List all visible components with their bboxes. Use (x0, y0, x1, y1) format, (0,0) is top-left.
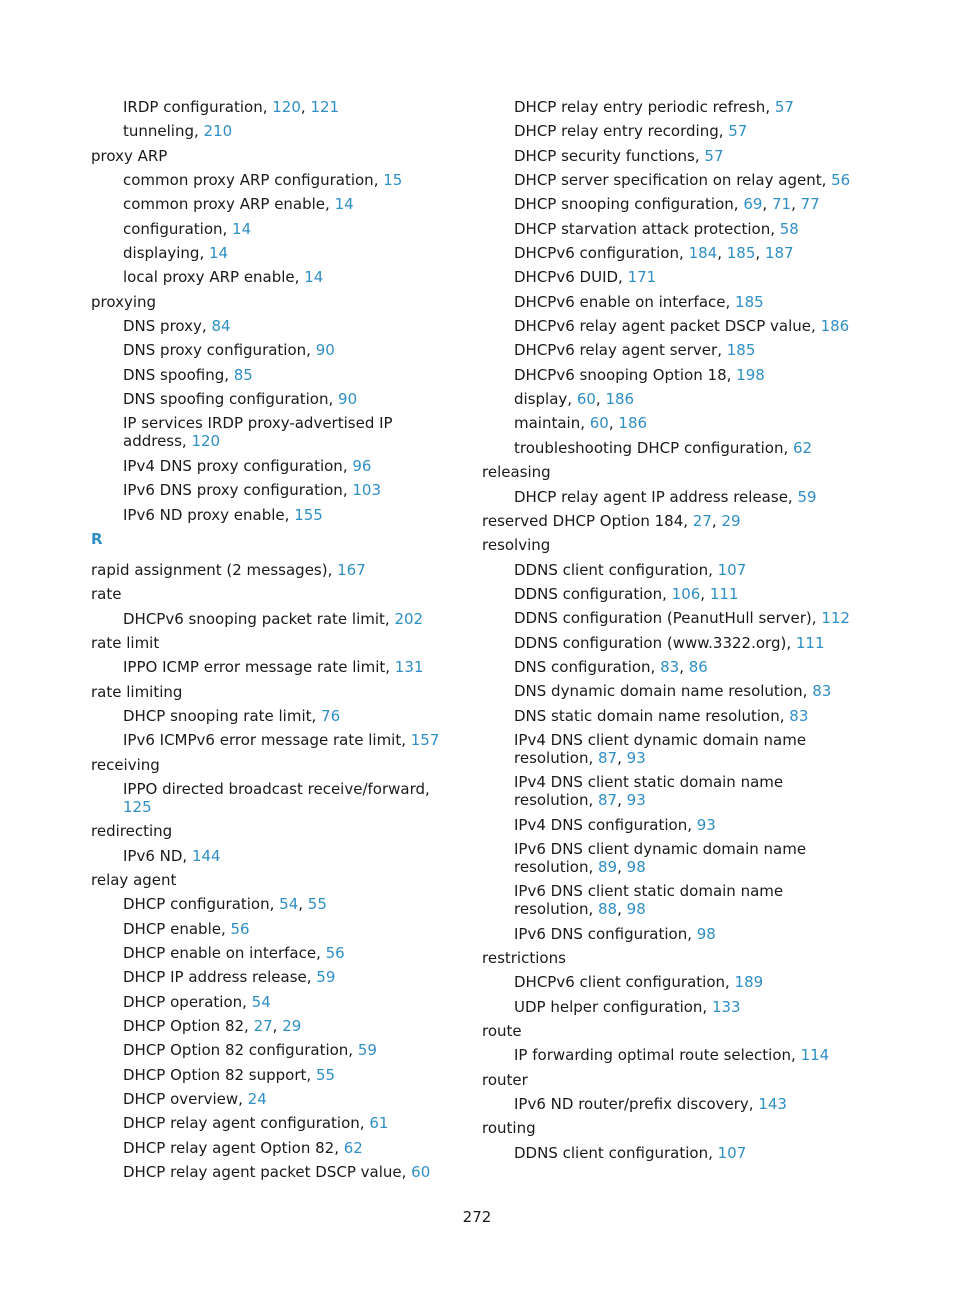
page-link[interactable]: 62 (343, 1138, 363, 1157)
page-link[interactable]: 144 (191, 846, 221, 865)
entry-label: DHCPv6 DUID, (514, 268, 628, 287)
index-column-left (91, 98, 461, 1187)
entry-label: proxying (91, 292, 157, 311)
index-subentry-configuration (91, 220, 461, 238)
entry-label: IPv4 DNS client static domain name resolution, (514, 773, 784, 810)
index-subentry-ddns-client-configuration (482, 561, 862, 579)
entry-label: display, (514, 390, 577, 409)
index-subentry-ipv4-dns-client-static-domain-name-resolution (482, 773, 862, 809)
index-subentry-ippo-directed-broadcast-receive-forward (91, 780, 461, 816)
page-link[interactable]: 61 (369, 1114, 389, 1133)
index-subentry-ddns-configuration-www-3322-org (482, 634, 862, 652)
index-subentry-dhcpv6-client-configuration (482, 973, 862, 991)
page-link[interactable]: 120 (272, 98, 301, 116)
entry-label: DNS spoofing configuration, (123, 390, 339, 409)
page-link[interactable]: 58 (779, 219, 799, 238)
page-link[interactable]: 114 (800, 1046, 830, 1065)
entry-label: DHCP enable, (123, 919, 231, 938)
page-link[interactable]: 59 (357, 1041, 377, 1060)
page-link[interactable]: 93 (626, 791, 646, 810)
entry-label: receiving (91, 755, 160, 774)
index-subentry-tunneling (91, 122, 461, 140)
index-column-right (482, 98, 862, 1168)
page-link[interactable]: 143 (758, 1095, 787, 1114)
entry-label: DDNS configuration (www.3322.org), (514, 633, 796, 652)
page-link[interactable]: 14 (334, 195, 354, 214)
page-link[interactable]: 14 (232, 219, 252, 238)
index-entry-redirecting (91, 822, 461, 840)
page-link[interactable]: 189 (734, 973, 764, 992)
entry-label: DHCP relay agent IP address release, (514, 487, 798, 506)
entry-label: DNS proxy, (123, 317, 212, 336)
entry-label: configuration, (123, 219, 233, 238)
index-subentry-dhcp-option-82-support (91, 1066, 461, 1084)
page-link[interactable]: 121 (310, 98, 340, 116)
index-entry-rate (91, 585, 461, 603)
entry-label: DNS configuration, (514, 657, 661, 676)
entry-label: DHCP relay agent configuration, (123, 1114, 370, 1133)
page-link[interactable]: 56 (325, 944, 345, 962)
index-entry-rate-limit (91, 634, 461, 652)
index-subentry-ip-forwarding-optimal-route-selection (482, 1046, 862, 1064)
index-subentry-ipv6-nd-router-prefix-discovery (482, 1095, 862, 1113)
entry-label: IRDP configuration, (123, 98, 273, 116)
page-link[interactable]: 120 (191, 432, 221, 451)
entry-label: DHCP snooping rate limit, (123, 706, 322, 725)
index-entry-releasing (482, 463, 862, 481)
page-separator: , (617, 748, 627, 767)
index-entry-resolving (482, 536, 862, 554)
entry-label: route (482, 1022, 522, 1041)
index-subentry-dns-proxy-configuration (91, 341, 461, 359)
entry-label: rate (91, 585, 122, 604)
entry-label: DDNS configuration (PeanutHull server), (514, 609, 822, 628)
page-link[interactable]: 93 (696, 815, 716, 834)
page-separator: , (298, 895, 308, 914)
index-subentry-ipv6-icmpv6-error-message-rate-limit (91, 731, 461, 749)
entry-label: DHCP snooping configuration, (514, 195, 744, 214)
entry-label: rate limit (91, 633, 160, 652)
index-entry-relay-agent (91, 871, 461, 889)
entry-label: UDP helper configuration, (514, 997, 712, 1016)
index-subentry-common-proxy-arp-configuration (91, 171, 461, 189)
entry-label: DHCP configuration, (123, 895, 280, 914)
entry-label: DHCP enable on interface, (123, 944, 326, 962)
index-subentry-dhcp-relay-agent-ip-address-release (482, 488, 862, 506)
entry-label: IPv6 ND proxy enable, (123, 505, 295, 524)
entry-label: DHCP relay agent Option 82, (123, 1138, 344, 1157)
page-separator: , (608, 414, 619, 433)
page-link[interactable]: 187 (764, 244, 794, 263)
index-subentry-local-proxy-arp-enable (91, 268, 461, 286)
entry-label: displaying, (123, 244, 209, 263)
entry-label: tunneling, (123, 122, 204, 141)
page-link[interactable]: 112 (821, 609, 850, 628)
page-link[interactable]: 88 (598, 900, 618, 919)
page-link[interactable]: 55 (315, 1065, 336, 1084)
index-subentry-ippo-icmp-error-message-rate-limit (91, 658, 461, 676)
page-link[interactable]: 14 (304, 268, 324, 287)
page-link[interactable]: 86 (688, 657, 708, 676)
entry-label: IPPO directed broadcast receive/forward, (123, 779, 430, 798)
entry-label: IP forwarding optimal route selection, (514, 1046, 801, 1065)
index-entry-routing (482, 1119, 862, 1137)
page-link[interactable]: 87 (598, 791, 618, 810)
index-subentry-dns-configuration (482, 658, 862, 676)
entry-label: IPv6 DNS client static domain name resolution, (514, 882, 784, 919)
index-subentry-dhcp-snooping-configuration (482, 195, 862, 213)
index-subentry-dns-spoofing (91, 366, 461, 384)
page-link[interactable]: 85 (233, 365, 253, 384)
page-separator: , (700, 584, 710, 603)
index-subentry-dhcpv6-snooping-packet-rate-limit (91, 610, 461, 628)
index-subentry-ipv6-dns-client-static-domain-name-resolution (482, 882, 862, 918)
index-entry-proxying (91, 293, 461, 311)
index-subentry-troubleshooting-dhcp-configuration (482, 439, 862, 457)
page-separator: , (617, 791, 627, 810)
page-link[interactable]: 56 (831, 171, 851, 190)
index-entry-rate-limiting (91, 683, 461, 701)
page-link[interactable]: 83 (789, 706, 809, 725)
page-link[interactable]: 27 (692, 511, 712, 530)
page-link[interactable]: 133 (711, 997, 741, 1016)
entry-label: local proxy ARP enable, (123, 268, 305, 287)
page-separator: , (717, 244, 727, 263)
page-separator: , (791, 195, 801, 214)
index-subentry-dhcpv6-configuration (482, 244, 862, 262)
page-link[interactable]: 60 (589, 414, 609, 433)
page-link[interactable]: 157 (410, 731, 440, 750)
index-subentry-dhcp-enable (91, 920, 461, 938)
page-separator: , (617, 900, 627, 919)
page-link[interactable]: 98 (696, 924, 716, 943)
page-link[interactable]: 62 (793, 438, 813, 457)
page-link[interactable]: 98 (626, 857, 646, 876)
index-subentry-dhcpv6-relay-agent-server (482, 341, 862, 359)
index-subentry-dhcpv6-duid (482, 268, 862, 286)
entry-label: IPv6 DNS proxy configuration, (123, 481, 353, 500)
page-link[interactable]: 56 (230, 919, 250, 938)
index-subentry-ipv6-nd (91, 847, 461, 865)
entry-label: DHCP relay agent packet DSCP value, (123, 1163, 412, 1182)
page-link[interactable]: 111 (795, 633, 825, 652)
entry-label: DNS spoofing, (123, 365, 234, 384)
page-link[interactable]: 77 (800, 195, 820, 214)
entry-label: DHCP overview, (123, 1090, 248, 1109)
index-entry-reserved-dhcp-option-184 (482, 512, 862, 530)
index-subentry-dhcp-starvation-attack-protection (482, 220, 862, 238)
index-subentry-dhcp-relay-entry-periodic-refresh (482, 98, 862, 116)
page-link[interactable]: 107 (717, 560, 747, 579)
page-link[interactable]: 83 (812, 682, 832, 701)
page-link[interactable]: 131 (394, 658, 424, 677)
index-subentry-dns-static-domain-name-resolution (482, 707, 862, 725)
entry-label: DHCPv6 snooping Option 18, (514, 365, 737, 384)
index-subentry-ddns-configuration-peanuthull-server (482, 609, 862, 627)
index-subentry-dhcp-snooping-rate-limit (91, 707, 461, 725)
index-subentry-display (482, 390, 862, 408)
entry-label: DHCPv6 configuration, (514, 244, 689, 263)
index-subentry-displaying (91, 244, 461, 262)
entry-label: redirecting (91, 822, 173, 841)
page-separator: , (300, 98, 311, 116)
index-subentry-dhcpv6-snooping-option-18 (482, 366, 862, 384)
entry-label: DNS static domain name resolution, (514, 706, 790, 725)
page-link[interactable]: 83 (660, 657, 680, 676)
page-link[interactable]: 167 (337, 560, 366, 579)
index-subentry-dhcp-configuration (91, 895, 461, 913)
index-subentry-ipv6-dns-client-dynamic-domain-name-resolution (482, 840, 862, 876)
entry-label: DHCPv6 snooping packet rate limit, (123, 609, 395, 628)
entry-label: IPv6 ND router/prefix discovery, (514, 1095, 759, 1114)
entry-label: proxy ARP (91, 146, 168, 165)
entry-label: DHCP Option 82 configuration, (123, 1041, 358, 1060)
page-link[interactable]: 107 (717, 1143, 747, 1162)
entry-label: DHCP security functions, (514, 146, 705, 165)
page-number: 272 (462, 1208, 492, 1226)
page-link[interactable]: 89 (598, 857, 618, 876)
entry-label: DNS proxy configuration, (123, 341, 316, 360)
page-link[interactable]: 87 (598, 748, 618, 767)
page-link[interactable]: 57 (774, 98, 794, 116)
entry-label: DHCP operation, (123, 992, 252, 1011)
page-link[interactable]: 93 (626, 748, 646, 767)
index-subentry-common-proxy-arp-enable (91, 195, 461, 213)
page-link[interactable]: 106 (671, 584, 701, 603)
entry-label: reserved DHCP Option 184, (482, 511, 693, 530)
section-letter-r: R (91, 529, 103, 548)
entry-label: releasing (482, 463, 551, 482)
page-link[interactable]: 198 (736, 365, 765, 384)
entry-label: DHCP relay entry recording, (514, 122, 729, 141)
page-link[interactable]: 54 (251, 992, 271, 1011)
entry-label: DHCP relay entry periodic refresh, (514, 98, 775, 116)
page-separator: , (711, 511, 722, 530)
entry-label: DHCP IP address release, (123, 968, 317, 987)
entry-label: IP services IRDP proxy-advertised IP address, (123, 414, 393, 451)
entry-label: DHCPv6 relay agent packet DSCP value, (514, 317, 821, 336)
index-subentry-dhcp-option-82-configuration (91, 1041, 461, 1059)
page-link[interactable]: 60 (411, 1163, 431, 1182)
index-subentry-ipv4-dns-client-dynamic-domain-name-resolution (482, 731, 862, 767)
page-separator: , (595, 390, 606, 409)
entry-label: rapid assignment (2 messages), (91, 560, 338, 579)
entry-label: common proxy ARP enable, (123, 195, 335, 214)
page-link[interactable]: 186 (820, 317, 850, 336)
page-link[interactable]: 185 (726, 341, 756, 360)
page-link[interactable]: 171 (627, 268, 657, 287)
entry-label: IPPO ICMP error message rate limit, (123, 658, 395, 677)
page-link[interactable]: 69 (743, 195, 763, 214)
index-subentry-ip-services-irdp-proxy-advertised-ip-address (91, 414, 461, 450)
entry-label: DNS dynamic domain name resolution, (514, 682, 813, 701)
entry-label: IPv4 DNS client dynamic domain name resolution, (514, 730, 807, 767)
index-subentry-ddns-configuration (482, 585, 862, 603)
entry-label: rate limiting (91, 682, 183, 701)
index-subentry-dhcp-relay-agent-configuration (91, 1114, 461, 1132)
page-link[interactable]: 96 (352, 456, 372, 475)
entry-label: IPv6 ICMPv6 error message rate limit, (123, 731, 411, 750)
page-link[interactable]: 71 (771, 195, 792, 214)
index-entry-proxy-arp (91, 147, 461, 165)
index-subentry-dhcp-relay-agent-packet-dscp-value (91, 1163, 461, 1181)
index-subentry-ipv6-dns-configuration (482, 925, 862, 943)
page-link[interactable]: 76 (321, 706, 341, 725)
index-entry-restrictions (482, 949, 862, 967)
index-subentry-dhcp-relay-agent-option-82 (91, 1139, 461, 1157)
index-subentry-dhcp-operation (91, 993, 461, 1011)
entry-label: DHCPv6 client configuration, (514, 973, 735, 992)
entry-label: resolving (482, 536, 551, 555)
page-separator: , (679, 657, 689, 676)
page-separator: , (272, 1017, 283, 1036)
index-subentry-udp-helper-configuration (482, 998, 862, 1016)
entry-label: DHCP Option 82 support, (123, 1065, 316, 1084)
page-link[interactable]: 125 (123, 797, 152, 816)
index-subentry-dhcp-overview (91, 1090, 461, 1108)
page-link[interactable]: 55 (307, 895, 327, 914)
page-link[interactable]: 84 (211, 317, 231, 336)
index-subentry-dns-dynamic-domain-name-resolution (482, 682, 862, 700)
entry-label: troubleshooting DHCP configuration, (514, 438, 793, 457)
page-link[interactable]: 90 (338, 390, 358, 409)
page-link[interactable]: 27 (253, 1017, 273, 1036)
page-link[interactable]: 185 (726, 244, 756, 263)
index-subentry-dhcp-security-functions (482, 147, 862, 165)
index-entry-route (482, 1022, 862, 1040)
entry-label: DHCP starvation attack protection, (514, 219, 780, 238)
entry-label: DHCPv6 enable on interface, (514, 292, 736, 311)
entry-label: common proxy ARP configuration, (123, 171, 384, 190)
page-separator: , (762, 195, 772, 214)
entry-label: IPv4 DNS proxy configuration, (123, 456, 353, 475)
index-subentry-maintain (482, 414, 862, 432)
entry-label: DHCPv6 relay agent server, (514, 341, 727, 360)
page-link[interactable]: 29 (721, 511, 741, 530)
index-subentry-irdp-configuration (91, 98, 461, 116)
index-subentry-dns-proxy (91, 317, 461, 335)
index-subentry-ipv6-dns-proxy-configuration (91, 481, 461, 499)
page-link[interactable]: 29 (282, 1017, 302, 1036)
index-subentry-dhcp-server-specification-on-relay-agent (482, 171, 862, 189)
entry-label: IPv6 ND, (123, 846, 192, 865)
page-link[interactable]: 185 (735, 292, 764, 311)
page-link[interactable]: 111 (709, 584, 739, 603)
page-link[interactable]: 57 (728, 122, 748, 141)
entry-label: DDNS client configuration, (514, 560, 718, 579)
index-entry-rapid-assignment-2-messages (91, 561, 461, 579)
index-subentry-dhcp-enable-on-interface (91, 944, 461, 962)
page-link[interactable]: 24 (247, 1090, 267, 1109)
page-separator: , (755, 244, 765, 263)
index-subentry-ipv4-dns-configuration (482, 816, 862, 834)
page-link[interactable]: 186 (605, 390, 635, 409)
page-link[interactable]: 59 (797, 487, 817, 506)
page-separator: , (617, 857, 627, 876)
page-link[interactable]: 15 (383, 171, 403, 190)
page-link[interactable]: 186 (618, 414, 648, 433)
entry-label: DDNS client configuration, (514, 1143, 718, 1162)
index-entry-router (482, 1071, 862, 1089)
page-link[interactable]: 90 (315, 341, 335, 360)
entry-label: IPv6 DNS client dynamic domain name resolution, (514, 839, 807, 876)
index-subentry-ipv4-dns-proxy-configuration (91, 457, 461, 475)
entry-label: relay agent (91, 870, 177, 889)
page-link[interactable]: 54 (279, 895, 299, 914)
index-subentry-ddns-client-configuration (482, 1144, 862, 1162)
page-link[interactable]: 184 (688, 244, 718, 263)
index-subentry-ipv6-nd-proxy-enable (91, 506, 461, 524)
page-link[interactable]: 210 (203, 122, 233, 141)
entry-label: router (482, 1070, 528, 1089)
index-subentry-dhcpv6-enable-on-interface (482, 293, 862, 311)
entry-label: maintain, (514, 414, 590, 433)
entry-label: IPv4 DNS configuration, (514, 815, 697, 834)
page-link[interactable]: 57 (704, 146, 724, 165)
index-subentry-dhcp-ip-address-release (91, 968, 461, 986)
page-link[interactable]: 14 (209, 244, 229, 263)
entry-label: DDNS configuration, (514, 584, 672, 603)
index-subentry-dhcp-option-82 (91, 1017, 461, 1035)
index-entry-receiving (91, 756, 461, 774)
index-subentry-dhcp-relay-entry-recording (482, 122, 862, 140)
page-link[interactable]: 155 (294, 505, 323, 524)
page-link[interactable]: 202 (394, 609, 424, 628)
index-subentry-dns-spoofing-configuration (91, 390, 461, 408)
page-link[interactable]: 59 (316, 968, 336, 987)
index-subentry-dhcpv6-relay-agent-packet-dscp-value (482, 317, 862, 335)
entry-label: restrictions (482, 949, 566, 967)
page-link[interactable]: 103 (352, 481, 381, 500)
page-link[interactable]: 60 (576, 390, 596, 409)
entry-label: IPv6 DNS configuration, (514, 924, 697, 943)
page-link[interactable]: 98 (626, 900, 646, 919)
entry-label: DHCP server specification on relay agent, (514, 171, 832, 190)
entry-label: DHCP Option 82, (123, 1017, 254, 1036)
entry-label: routing (482, 1119, 536, 1138)
